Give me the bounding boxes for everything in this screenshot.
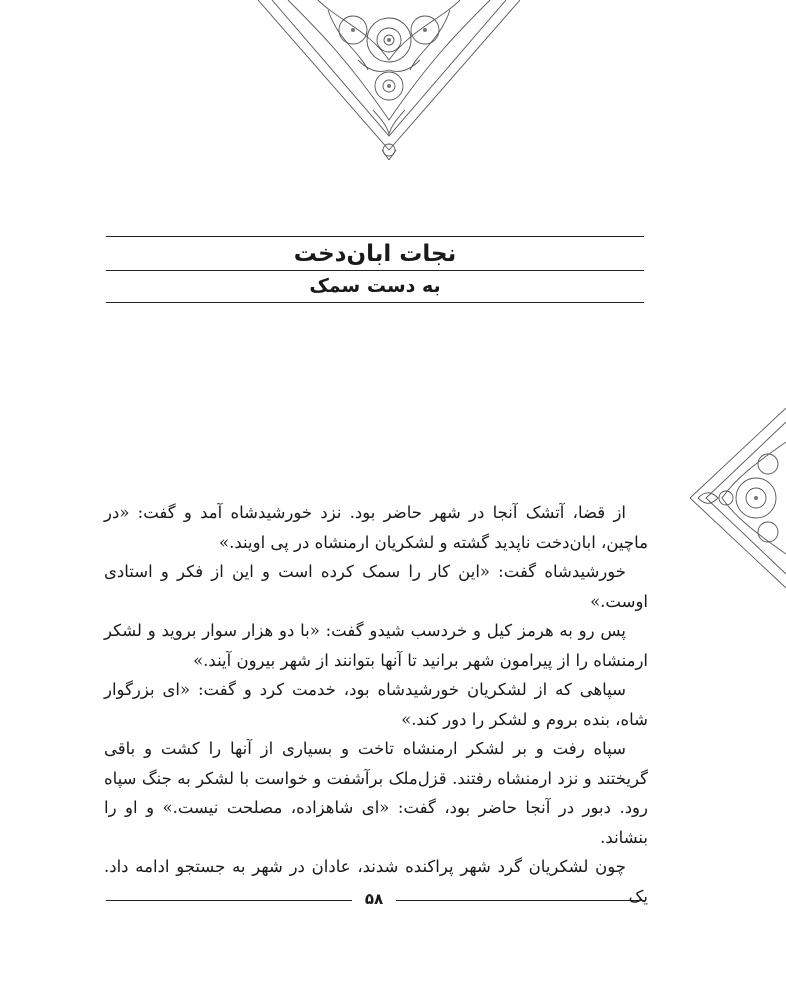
footer-rule-right	[396, 900, 644, 901]
page-number: ۵۸	[364, 890, 384, 908]
paragraph: خورشیدشاه گفت: «این کار را سمک کرده است و این از فکر و استادی اوست.»	[104, 562, 648, 611]
arabesque-ornament-top	[258, 0, 520, 160]
paragraph: سپاه رفت و بر لشکر ارمنشاه تاخت و بسیاری از آنها را کشت و باقی گریختند و نزد ارمنشاه رفتند. قزل‌ملک برآشفت و خواست با لشکر به جنگ سپاه رود. دبور در آنجا حاضر بود، گفت: «ای شاهزاده، مصلحت نیست.» و او را بنشاند.	[104, 739, 648, 847]
chapter-title: نجات ابان‌دخت	[293, 241, 457, 267]
paragraph: سپاهی که از لشکریان خورشیدشاه بود، خدمت کرد و گفت: «ای بزرگوار شاه، بنده بروم و لشکر را دور کند.»	[104, 680, 648, 729]
paragraph: پس رو به هرمز کیل و خردسب شیدو گفت: «با دو هزار سوار بروید و لشکر ارمنشاه را از پیرامون شهر برانید تا آنها بتوانند از شهر بیرون آیند.»	[104, 621, 648, 670]
arabesque-ornament-side	[686, 408, 786, 588]
heading-rule-bottom	[106, 302, 644, 303]
footer-rule-left	[106, 900, 352, 901]
body-text	[104, 498, 648, 911]
heading-rule-middle	[106, 270, 644, 271]
chapter-subtitle: به دست سمک	[309, 275, 441, 297]
heading-rule-top	[106, 236, 644, 237]
paragraph: از قضا، آتشک آنجا در شهر حاضر بود. نزد خورشیدشاه آمد و گفت: «در ماچین، ابان‌دخت ناپدید گشته و لشکریان ارمنشاه در پی اویند.»	[104, 503, 648, 552]
paragraph: چون لشکریان گرد شهر پراکنده شدند، عادان در شهر به جستجو ادامه داد. یک	[104, 857, 648, 906]
